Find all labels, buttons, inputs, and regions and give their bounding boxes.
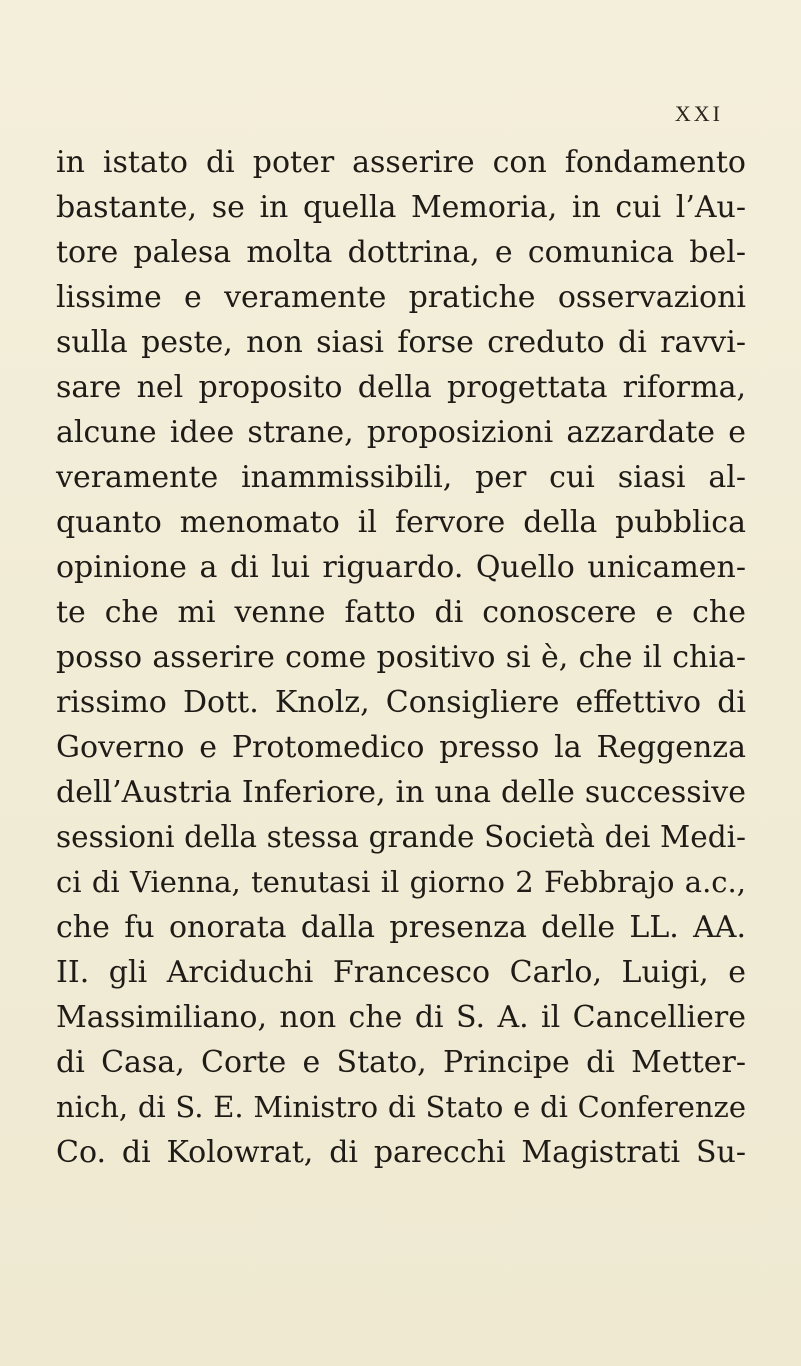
text-line: Massimiliano, non che di S. A. il Cancelliere xyxy=(56,1000,746,1035)
text-line: di Casa, Corte e Stato, Principe di Metter- xyxy=(56,1045,746,1080)
text-line: Governo e Protomedico presso la Reggenza xyxy=(56,730,746,765)
text-line: dell’Austria Inferiore, in una delle successive xyxy=(56,775,746,810)
text-line: che fu onorata dalla presenza delle LL. AA. xyxy=(56,910,746,945)
text-line: sare nel proposito della progettata riforma, xyxy=(56,370,746,405)
text-line: tore palesa molta dottrina, e comunica bel- xyxy=(56,235,746,270)
text-line: te che mi venne fatto di conoscere e che xyxy=(56,595,746,630)
text-line: nich, di S. E. Ministro di Stato e di Conferenze xyxy=(56,1090,746,1124)
text-line: ci di Vienna, tenutasi il giorno 2 Febbrajo a.c., xyxy=(56,865,746,899)
text-line: in istato di poter asserire con fondamento xyxy=(56,145,746,180)
text-line: lissime e veramente pratiche osservazioni xyxy=(56,280,746,315)
text-line: sulla peste, non siasi forse creduto di ravvi- xyxy=(56,325,746,360)
text-line: quanto menomato il fervore della pubblica xyxy=(56,505,746,540)
page-number: XXI xyxy=(674,101,723,126)
text-line: veramente inammissibili, per cui siasi al- xyxy=(56,460,746,495)
text-line: sessioni della stessa grande Società dei Medi- xyxy=(56,820,746,854)
text-line: opinione a di lui riguardo. Quello unicamen- xyxy=(56,550,746,585)
body-text xyxy=(56,140,746,1175)
text-line: II. gli Arciduchi Francesco Carlo, Luigi, e xyxy=(56,955,746,990)
text-line: rissimo Dott. Knolz, Consigliere effettivo di xyxy=(56,685,746,720)
text-line: alcune idee strane, proposizioni azzardate e xyxy=(56,415,746,450)
text-line: Co. di Kolowrat, di parecchi Magistrati Su- xyxy=(56,1135,746,1170)
text-line: bastante, se in quella Memoria, in cui l’Au- xyxy=(56,190,746,225)
text-line: posso asserire come positivo si è, che il chia- xyxy=(56,640,746,675)
